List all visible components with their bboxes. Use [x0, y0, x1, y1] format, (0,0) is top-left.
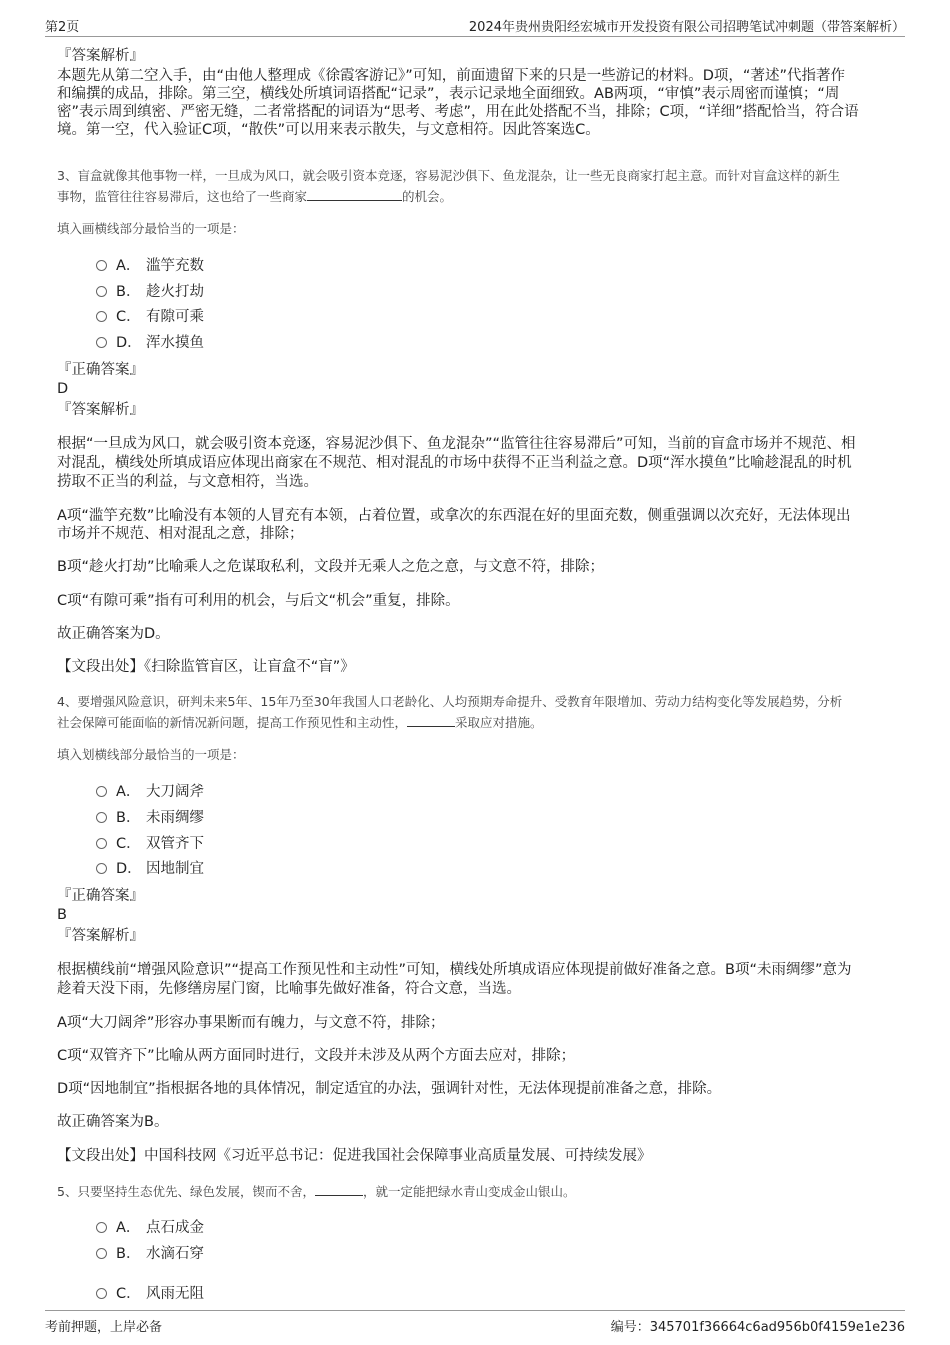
radio-icon[interactable] [96, 786, 107, 797]
q5-option-c[interactable]: C． 风雨无阻 [96, 1284, 204, 1304]
prev-analysis-label: 『答案解析』 [57, 48, 144, 64]
q3-answer: D [57, 381, 69, 397]
q3-analysis-line: A项“滥竽充数”比喻没有本领的人冒充有本领，占着位置，或拿次的东西混在好的里面充数，侧重强调以次充好，无法体现出 [57, 508, 851, 524]
q5-stem: 5、只要坚持生态优先、绿色发展，锲而不舍， ，就一定能把绿水青山变成金山银山。 [57, 1184, 576, 1199]
radio-icon[interactable] [96, 863, 107, 874]
q5-option-a[interactable]: A． 点石成金 [96, 1218, 204, 1238]
q3-option-a[interactable]: A． 滥竽充数 [96, 256, 204, 276]
radio-icon[interactable] [96, 260, 107, 271]
radio-icon[interactable] [96, 286, 107, 297]
q3-stem-line2: 事物，监管往往容易滞后，这也给了一些商家 的机会。 [57, 189, 453, 204]
page-footer [45, 1310, 905, 1335]
q3-analysis-line: 对混乱，横线处所填成语应体现出商家在不规范、相对混乱的市场中获得不正当利益之意。D项“浑水摸鱼”比喻趁混乱的时机 [57, 455, 852, 471]
q4-analysis-line: 趁着天没下雨，先修缮房屋门窗，比喻事先做好准备，符合文意，当选。 [57, 981, 521, 997]
q3-option-c[interactable]: C． 有隙可乘 [96, 307, 204, 327]
q3-analysis-line: 根据“一旦成为风口，就会吸引资本竞逐，容易泥沙俱下、鱼龙混杂”“监管往往容易滞后”可知，当前的盲盒市场并不规范、相 [57, 436, 856, 452]
answer-blank [315, 1182, 363, 1196]
q4-analysis-line: D项“因地制宜”指根据各地的具体情况，制定适宜的办法，强调针对性，无法体现提前准备之意，排除。 [57, 1081, 722, 1097]
q3-answer-label: 『正确答案』 [57, 362, 144, 378]
q3-option-d[interactable]: D． 浑水摸鱼 [96, 333, 204, 353]
q3-analysis-line: 捞取不正当的利益，与文意相符，当选。 [57, 474, 318, 490]
q3-conclusion: 故正确答案为D。 [57, 626, 170, 642]
q3-prompt: 填入画横线部分最恰当的一项是： [57, 221, 245, 236]
q4-answer: B [57, 907, 67, 923]
q4-prompt: 填入划横线部分最恰当的一项是： [57, 747, 245, 762]
radio-icon[interactable] [96, 1248, 107, 1259]
document-id: 编号：345701f36664c6ad956b0f4159e1e236 [610, 1320, 905, 1335]
prev-analysis-line: 本题先从第二空入手，由“由他人整理成《徐霞客游记》”可知，前面遗留下来的只是一些游记的材料。D项，“著述”代指著作 [57, 68, 845, 84]
radio-icon[interactable] [96, 1288, 107, 1299]
q4-analysis-line: 根据横线前“增强风险意识”“提高工作预见性和主动性”可知，横线处所填成语应体现提前做好准备之意。B项“未雨绸缪”意为 [57, 962, 852, 978]
q3-option-b[interactable]: B． 趁火打劫 [96, 282, 204, 302]
q4-option-d[interactable]: D． 因地制宜 [96, 859, 204, 879]
q3-analysis-line: B项“趁火打劫”比喻乘人之危谋取私利，文段并无乘人之危之意，与文意不符，排除； [57, 559, 604, 575]
q3-source: 【文段出处】《扫除监管盲区，让盲盒不“盲”》 [57, 659, 355, 675]
page-number: 第2页 [45, 20, 80, 35]
q4-stem-line2: 社会保障可能面临的新情况新问题，提高工作预见性和主动性， 采取应对措施。 [57, 715, 543, 730]
document-title: 2024年贵州贵阳经宏城市开发投资有限公司招聘笔试冲刺题（带答案解析） [468, 20, 905, 35]
q3-analysis-line: C项“有隙可乘”指有可利用的机会，与后文“机会”重复，排除。 [57, 593, 460, 609]
radio-icon[interactable] [96, 838, 107, 849]
q4-analysis-line: A项“大刀阔斧”形容办事果断而有魄力，与文意不符，排除； [57, 1015, 445, 1031]
prev-analysis-line: 和编撰的成品，排除。第三空，横线处所填词语搭配“记录”，表示记录地全面细致。AB两项，“审慎”表示周密而谨慎；“周 [57, 86, 840, 102]
q4-option-b[interactable]: B． 未雨绸缪 [96, 808, 204, 828]
answer-blank [407, 713, 455, 727]
q4-stem-line1: 4、要增强风险意识，研判未来5年、15年乃至30年我国人口老龄化、人均预期寿命提升、受教育年限增加、劳动力结构变化等发展趋势，分析 [57, 694, 843, 709]
radio-icon[interactable] [96, 337, 107, 348]
q4-answer-label: 『正确答案』 [57, 888, 144, 904]
q4-option-c[interactable]: C． 双管齐下 [96, 834, 204, 854]
radio-icon[interactable] [96, 812, 107, 823]
q4-option-a[interactable]: A． 大刀阔斧 [96, 782, 204, 802]
page-header [45, 14, 905, 37]
footer-slogan: 考前押题，上岸必备 [45, 1320, 163, 1335]
q3-analysis-label: 『答案解析』 [57, 402, 144, 418]
q3-stem-line1: 3、盲盒就像其他事物一样，一旦成为风口，就会吸引资本竞逐，容易泥沙俱下、鱼龙混杂，让一些无良商家打起主意。而针对盲盒这样的新生 [57, 168, 840, 183]
answer-blank [307, 187, 402, 201]
q3-analysis-line: 市场并不规范、相对混乱之意，排除； [57, 526, 304, 542]
q4-analysis-label: 『答案解析』 [57, 928, 144, 944]
prev-analysis-line: 境。第一空，代入验证C项，“散佚”可以用来表示散失，与文意相符。因此答案选C。 [57, 122, 600, 138]
q4-source: 【文段出处】中国科技网《习近平总书记：促进我国社会保障事业高质量发展、可持续发展》 [57, 1148, 652, 1164]
q4-analysis-line: C项“双管齐下”比喻从两方面同时进行，文段并未涉及从两个方面去应对，排除； [57, 1048, 576, 1064]
prev-analysis-line: 密”表示周到缜密、严密无缝，二者常搭配的词语为“思考、考虑”，用在此处搭配不当，排除；C项，“详细”搭配恰当，符合语 [57, 104, 859, 120]
radio-icon[interactable] [96, 1222, 107, 1233]
radio-icon[interactable] [96, 311, 107, 322]
q5-option-b[interactable]: B． 水滴石穿 [96, 1244, 204, 1264]
q4-conclusion: 故正确答案为B。 [57, 1114, 169, 1130]
